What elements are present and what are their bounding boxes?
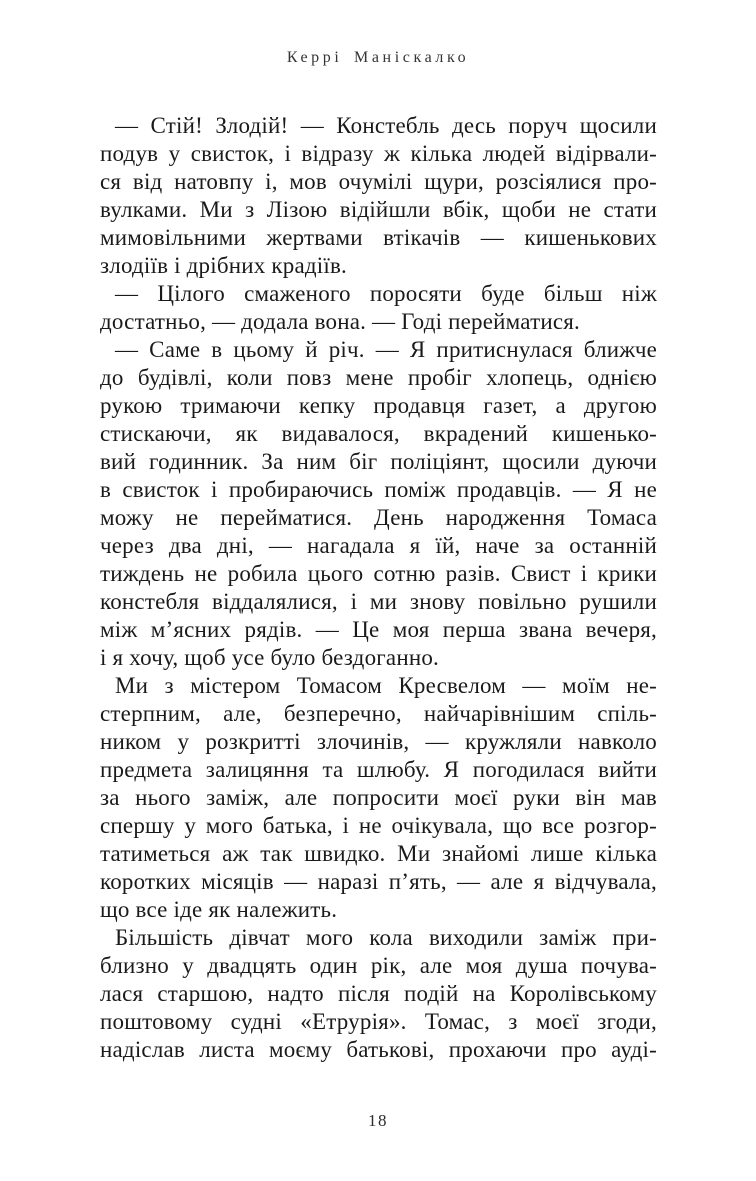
text-line: за нього заміж, але попросити моєї руки він мав: [100, 785, 657, 810]
text-line: в свисток і пробираючись поміж продавців. — Я не: [100, 477, 657, 502]
text-line: татиметься аж так швидко. Ми знайомі лише кілька: [100, 841, 657, 866]
running-header-author: Керрі Маніскалко: [286, 49, 470, 66]
text-line: злодіїв і дрібних крадіїв.: [100, 253, 347, 278]
text-line: предмета залицяння та шлюбу. Я погодилася вийти: [100, 757, 657, 782]
text-line: констебля віддалялися, і ми знову повільно рушили: [100, 589, 657, 614]
text-line: стискаючи, як видавалося, вкрадений кишенько-: [100, 421, 657, 446]
paragraph: [100, 112, 657, 280]
text-line: лася старшою, надто після подій на Королівському: [100, 981, 657, 1006]
text-line: достатньо, — додала вона. — Годі перейматися.: [100, 309, 580, 334]
paragraph: [100, 280, 657, 336]
text-line: — Саме в цьому й річ. — Я притиснулася ближче: [115, 337, 657, 362]
text-line: — Цілого смаженого поросяти буде більш ніж: [115, 281, 657, 306]
text-line: тиждень не робила цього сотню разів. Свист і крики: [100, 561, 657, 586]
text-line: вулками. Ми з Лізою відійшли вбік, щоби не стати: [100, 197, 657, 222]
text-line: вий годинник. За ним біг поліціянт, щосили дуючи: [100, 449, 657, 474]
text-line: що все іде як належить.: [100, 897, 338, 922]
text-line: ся від натовпу і, мов очумілі щури, розсіялися про-: [100, 169, 657, 194]
text-line: подув у свисток, і відразу ж кілька людей відірвали-: [100, 141, 657, 166]
text-line: Більшість дівчат мого кола виходили заміж при-: [115, 925, 657, 950]
text-line: близно у двадцять один рік, але моя душа почува-: [100, 953, 657, 978]
paragraph: [100, 672, 657, 924]
text-line: стерпним, але, безперечно, найчарівнішим спіль-: [100, 701, 657, 726]
paragraph: [100, 336, 657, 672]
body-text: [100, 112, 657, 1064]
text-line: можу не перейматися. День народження Томаса: [100, 505, 657, 530]
text-line: поштовому судні «Етрурія». Томас, з моєї згоди,: [100, 1009, 657, 1034]
text-line: між м’ясних рядів. — Це моя перша звана вечеря,: [100, 617, 657, 642]
text-line: до будівлі, коли повз мене пробіг хлопець, однією: [100, 365, 657, 390]
text-line: коротких місяців — наразі п’ять, — але я відчувала,: [100, 869, 657, 894]
text-line: рукою тримаючи кепку продавця газет, а другою: [100, 393, 657, 418]
text-line: спершу у мого батька, і не очікувала, що все розгор-: [100, 813, 657, 838]
page-number: 18: [368, 1111, 388, 1130]
text-line: надіслав листа моєму батькові, прохаючи про ауді-: [100, 1037, 657, 1062]
text-line: мимовільними жертвами втікачів — кишенькових: [100, 225, 657, 250]
paragraph: [100, 924, 657, 1064]
text-line: — Стій! Злодій! — Констебль десь поруч щосили: [115, 113, 657, 138]
text-line: ником у розкритті злочинів, — кружляли навколо: [100, 729, 657, 754]
text-line: через два дні, — нагадала я їй, наче за останній: [100, 533, 657, 558]
text-line: і я хочу, щоб усе було бездоганно.: [100, 645, 439, 670]
text-line: Ми з містером Томасом Кресвелом — моїм не-: [115, 673, 657, 698]
